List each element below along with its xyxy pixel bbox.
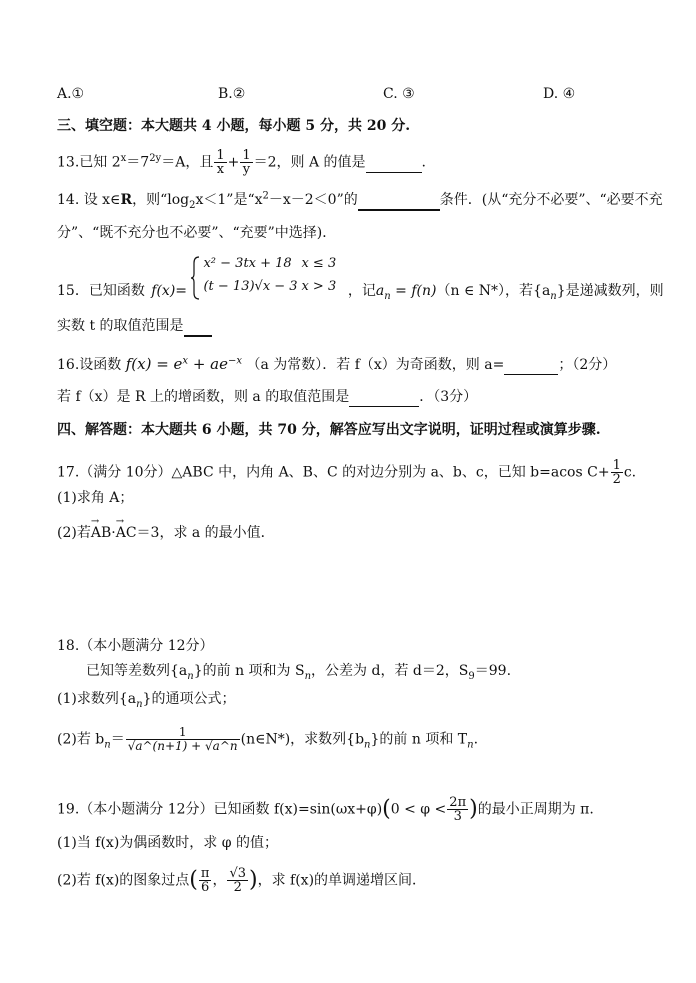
question-18-part2: (2)若 $b_n=$ $\frac{1}{√a\^{}(n+1) + √a\^{}n}$ (n∈N*)，求数列$\{b_n\}$的前 n 项和 $T_n$. bbox=[57, 725, 479, 753]
left-paren-icon: ( bbox=[382, 796, 391, 822]
fraction-1-over-y: $\frac{1}{y}$ bbox=[242, 148, 251, 177]
fraction-bn: $\frac{1}{√a\^{}(n+1) + √a\^{}n}$ bbox=[127, 725, 238, 753]
question-13: 13.已知 $2^x=7^{2y}=A$，且 $\frac{1}{x}$ + $\frac{1}{y}$ ＝2，则 A 的值是 . bbox=[57, 148, 426, 177]
answer-blank-14 bbox=[358, 191, 440, 211]
vector-ac: → AC bbox=[116, 524, 137, 542]
vector-ab: → AB bbox=[91, 524, 111, 542]
question-18-title: 18.（本小题满分 12分） bbox=[57, 638, 214, 654]
question-18-stem: 已知等差数列$\{a_n\}$的前 n 项和为 $S_n$，公差为 d，若 d＝2，$S_9=99$. bbox=[86, 663, 512, 682]
question-16-line2: 若 f（x）是 R 上的增函数，则 a 的取值范围是 ．（3分） bbox=[57, 389, 478, 405]
fraction-one-half: $\frac{1}{2}$ bbox=[612, 458, 621, 487]
option-b: B.② bbox=[218, 86, 246, 102]
option-d: D. ④ bbox=[543, 86, 576, 102]
fraction-sqrt3-over-2: $\frac{√3}{2}$ bbox=[229, 866, 246, 895]
answer-blank-16a bbox=[504, 356, 558, 375]
question-16-line1: 16.设函数 $f(x) = e^x + ae^{-x}$ （a 为常数）．若 f（x）为奇函数，则 a= ；（2分） bbox=[57, 355, 617, 373]
question-17-stem: 17.（满分 10分）△ABC 中，内角 A、B、C 的对边分别为 a、b、c，已知 b=acos C+ $\frac{1}{2}$ c. bbox=[57, 458, 637, 487]
answer-blank-13 bbox=[366, 154, 422, 173]
section4-title: 四、解答题：本大题共 6 小题，共 70 分，解答应写出文字说明，证明过程或演算步骤. bbox=[57, 422, 601, 438]
question-18-part1: (1)求数列$\{a_n\}$的通项公式； bbox=[57, 691, 236, 710]
fraction-1-over-x: $\frac{1}{x}$ bbox=[216, 148, 225, 177]
fraction-pi-over-6: $\frac{\pi}{6}$ bbox=[200, 866, 210, 895]
right-paren-icon: ) bbox=[469, 796, 478, 822]
fraction-2pi-over-3: $\frac{2\pi}{3}$ bbox=[449, 795, 467, 824]
question-14-line1: 14. 设 x∈R，则“$\log_2x<1$”是“$x^2-x-2<0$”的 条件．(从“充分不必要”、“必要不充 bbox=[57, 190, 663, 211]
piecewise-function: x² − 3tx + 18 x ≤ 3 (t − 13)√x − 3 x > 3 bbox=[191, 269, 339, 313]
option-a: A.① bbox=[57, 86, 85, 102]
section3-title: 三、填空题：本大题共 4 小题，每小题 5 分，共 20 分. bbox=[57, 118, 411, 134]
question-15-line1: 15．已知函数 f(x)= x² − 3tx + 18 x ≤ 3 (t − 13)√x − 3 x > 3 ，记$a_n = f(n)(n$ ∈ N*），若$\{a_n\}$是递减数列，则 bbox=[57, 269, 664, 313]
question-17-part1: (1)求角 A； bbox=[57, 490, 134, 506]
right-paren-icon: ) bbox=[249, 867, 258, 893]
question-19-part1: (1)当 f(x)为偶函数时，求 φ 的值； bbox=[57, 835, 278, 851]
option-c: C. ③ bbox=[383, 86, 415, 102]
question-19-part2: (2)若 f(x)的图象过点( $\frac{\pi}{6}$ ， $\frac{√3}{2}$ )，求 f(x)的单调递增区间． bbox=[57, 866, 427, 895]
left-brace-icon bbox=[191, 256, 201, 300]
question-17-part2: (2)若→ AB·→ AC＝3，求 a 的最小值． bbox=[57, 524, 275, 542]
question-19-stem: 19.（本小题满分 12分）已知函数 f(x)=sin(ωx+φ)(0 < φ < $\frac{2\pi}{3}$ )的最小正周期为 π. bbox=[57, 795, 594, 824]
question-15-line2: 实数 t 的取值范围是 bbox=[57, 317, 212, 337]
left-paren-icon: ( bbox=[189, 867, 198, 893]
answer-blank-15 bbox=[184, 317, 212, 337]
answer-blank-16b bbox=[349, 388, 419, 407]
question-14-line2: 分”、“既不充分也不必要”、“充要”中选择)． bbox=[57, 225, 337, 241]
